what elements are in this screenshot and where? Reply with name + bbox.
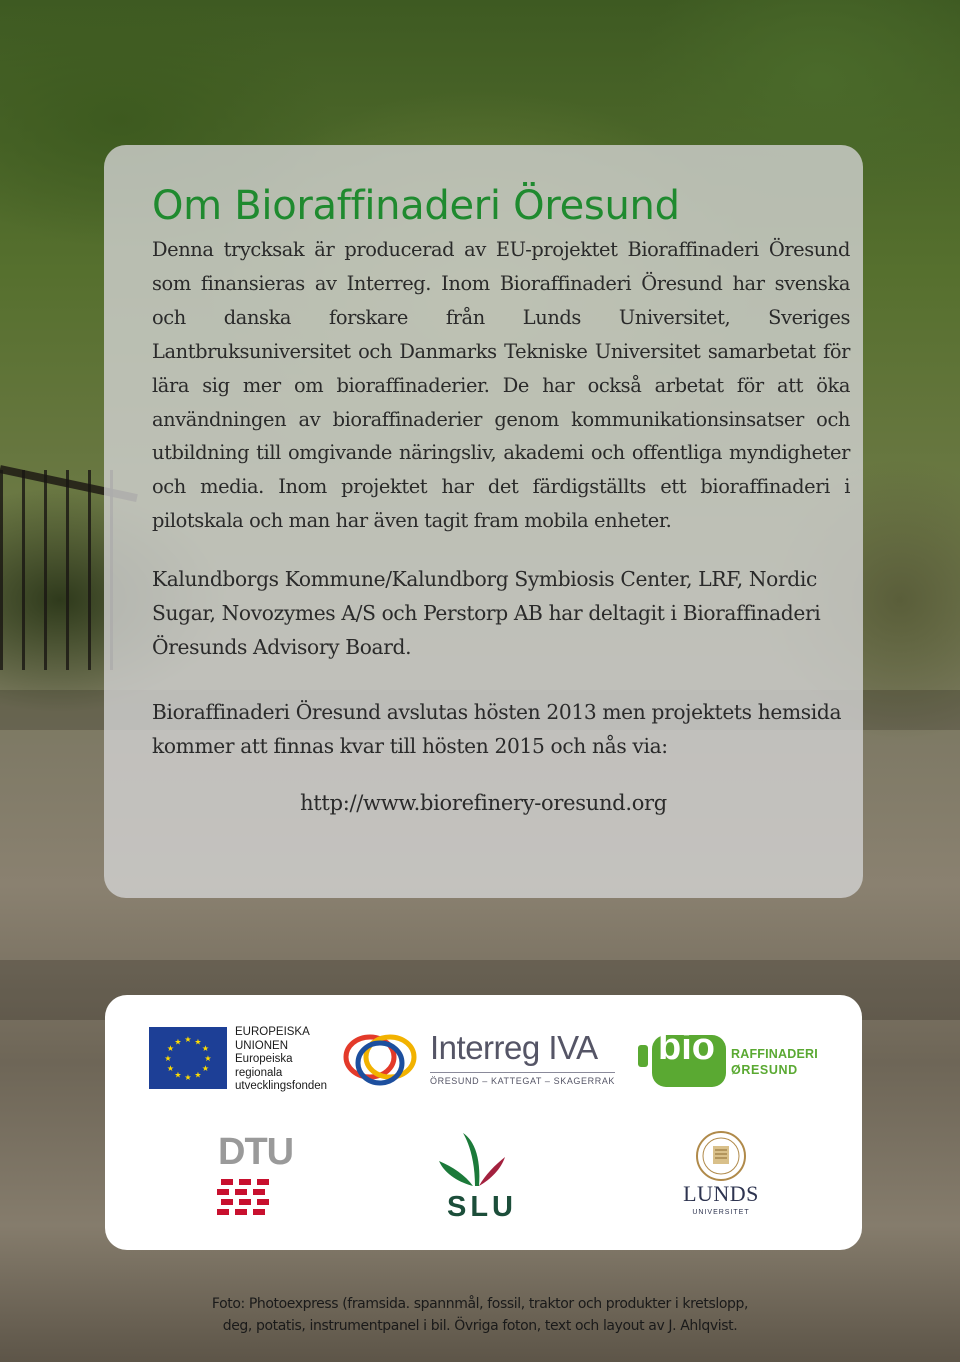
svg-text:★: ★	[194, 1037, 202, 1047]
lunds-logo-text: LUNDS	[683, 1181, 759, 1206]
page-title: Om Bioraffinaderi Öresund	[152, 183, 680, 229]
info-panel	[104, 145, 863, 898]
slu-logo-text: SLU	[447, 1191, 517, 1223]
svg-text:★: ★	[164, 1054, 172, 1063]
slu-leaf-icon	[435, 1131, 515, 1191]
bio-logo-line2: ØRESUND	[731, 1063, 798, 1077]
lund-seal-icon	[690, 1130, 752, 1182]
bio-logo-word: bio	[658, 1026, 715, 1068]
bio-logo-line1: RAFFINADERI	[731, 1047, 818, 1061]
credit-line-1: Foto: Photoexpress (framsida. spannmål, fossil, traktor och produkter i kretslopp,	[211, 1296, 749, 1312]
advisory-paragraph: Kalundborgs Kommune/Kalundborg Symbiosis Center, LRF, Nordic Sugar, Novozymes A/S och Perstorp AB har deltagit i Bioraffinaderi Öresunds Advisory Board.	[152, 567, 821, 659]
eu-label: EUROPEISKA UNIONEN Europeiska regionala utvecklingsfonden	[235, 1026, 328, 1092]
svg-text:★: ★	[201, 1044, 210, 1053]
interreg-logo-text: Interreg IVA	[430, 1029, 598, 1066]
closing-paragraph: Bioraffinaderi Öresund avslutas hösten 2013 men projektets hemsida kommer att finnas kvar till hösten 2015 och nås via:	[152, 700, 842, 758]
svg-text:★: ★	[204, 1054, 212, 1063]
photo-credit	[0, 1293, 960, 1337]
eu-flag-icon	[149, 1027, 227, 1089]
logo-panel	[105, 995, 862, 1250]
svg-text:★: ★	[184, 1035, 192, 1044]
svg-text:★: ★	[184, 1073, 192, 1082]
website-link[interactable]: http://www.biorefinery-oresund.org	[300, 791, 667, 815]
svg-text:★: ★	[194, 1070, 202, 1080]
dtu-logo-icon	[217, 1135, 277, 1225]
svg-text:★: ★	[201, 1064, 210, 1073]
svg-text:★: ★	[174, 1070, 182, 1080]
svg-text:★: ★	[174, 1037, 182, 1047]
svg-text:★: ★	[166, 1064, 175, 1073]
universitet-logo-text: UNIVERSITET	[692, 1209, 750, 1216]
interreg-subtitle: ÖRESUND – KATTEGAT – SKAGERRAK	[430, 1072, 615, 1086]
intro-paragraph: Denna trycksak är producerad av EU-projektet Bioraffinaderi Öresund som finansieras av Interreg. Inom Bioraffinaderi Öresund har svenska och danska forskare från Lunds Universitet, Sveriges Lantbruksuniversitet och Danmarks Tekniske Universitet samarbetat för lära sig mer om bioraffinaderier. De har också arbetat för att öka användningen av bioraffinaderier genom kommunikationsinsatser och utbildning till omgivande näringsliv, akademi och offentliga myndigheter och media. Inom projektet har det färdigställts ett bioraffinaderi i pilotskala och man har även tagit fram mobila enheter.	[152, 238, 850, 533]
credit-line-2: deg, potatis, instrumentpanel i bil. Övriga foton, text och layout av J. Ahlqvist.	[222, 1318, 738, 1334]
dtu-logo-text: DTU	[218, 1131, 294, 1173]
svg-text:★: ★	[166, 1044, 175, 1053]
interreg-rings-icon	[340, 1023, 426, 1095]
